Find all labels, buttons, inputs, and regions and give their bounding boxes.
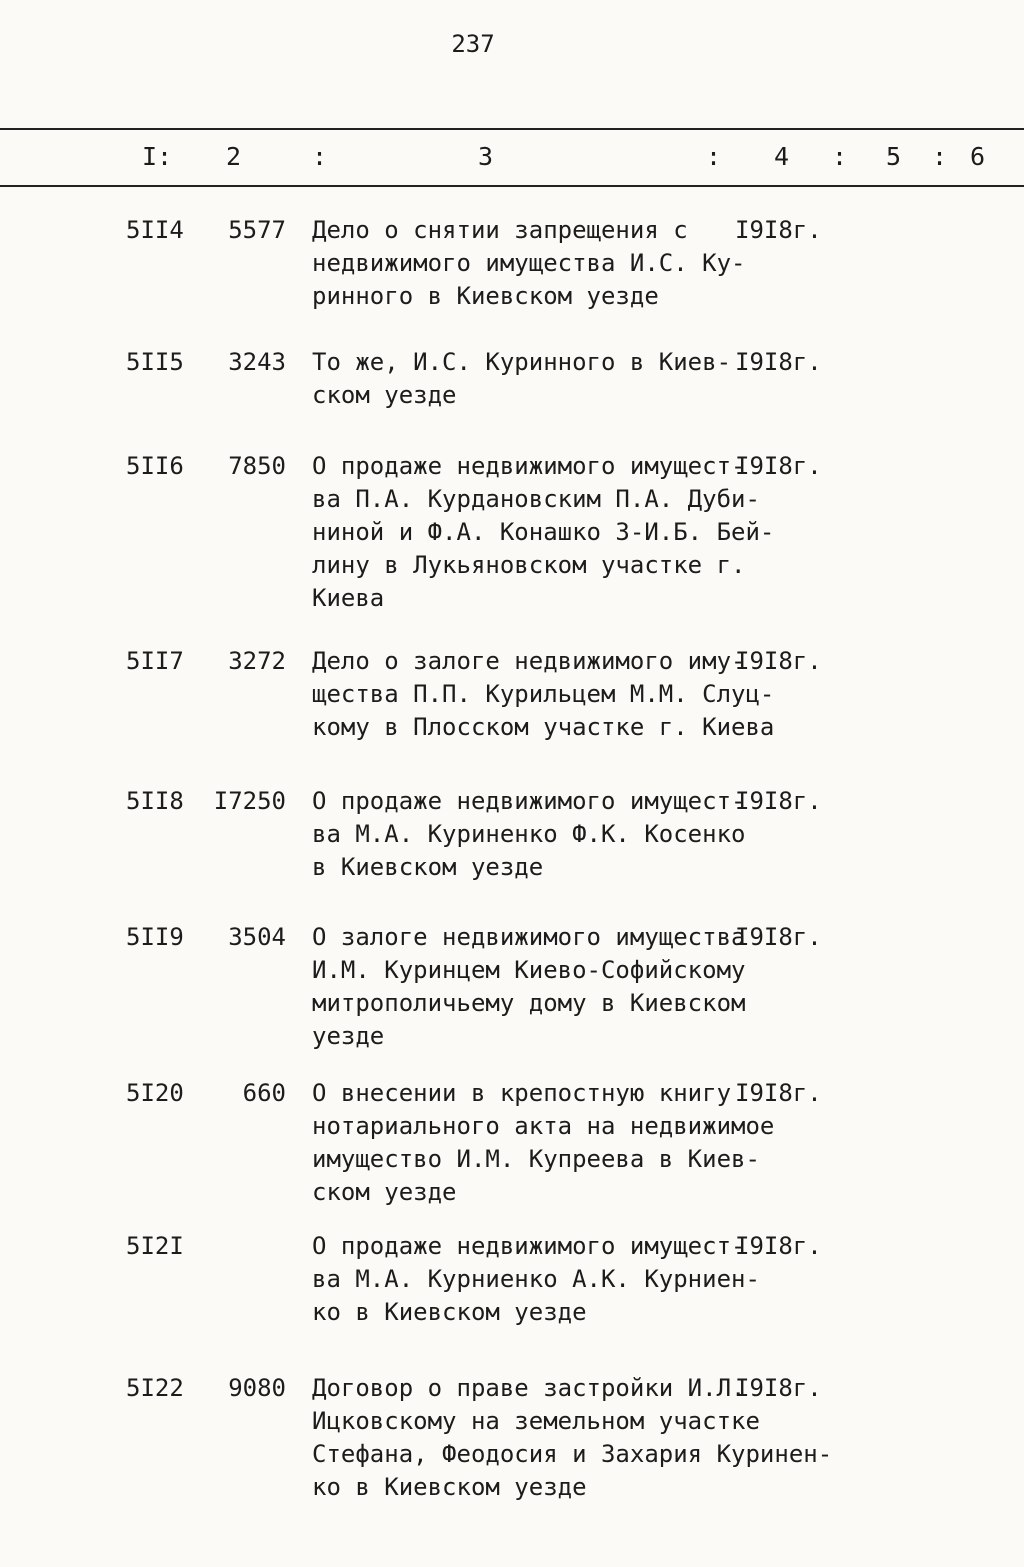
description-line: ва М.А. Куриненко Ф.К. Косенко [312, 820, 746, 848]
column-separator: : [706, 142, 722, 171]
entry-item-number: 3243 [228, 348, 286, 376]
column-header-3: 3 [478, 142, 494, 171]
description-line: ва М.А. Курниенко А.К. Курниен- [312, 1265, 760, 1293]
description-line: ко в Киевском уезде [312, 1473, 587, 1501]
description-line: То же, И.С. Куринного в Киев- [312, 348, 732, 376]
description-line: Стефана, Феодосия и Захария Куринен- [312, 1440, 833, 1468]
entry-year: I9I8г. [735, 452, 822, 480]
column-header-4: 4 [774, 142, 790, 171]
description-line: в Киевском уезде [312, 853, 544, 881]
column-header-5: 5 [886, 142, 902, 171]
entry-number: 5I22 [126, 1374, 184, 1402]
description-line: нотариального акта на недвижимое [312, 1112, 775, 1140]
description-line: О продаже недвижимого имущест- [312, 1232, 746, 1260]
entry-description [312, 214, 746, 313]
entry-item-number: 7850 [228, 452, 286, 480]
description-line: недвижимого имущества И.С. Ку- [312, 249, 746, 277]
entry-item-number: I7250 [213, 787, 286, 815]
description-line: ко в Киевском уезде [312, 1298, 587, 1326]
entry-year: I9I8г. [735, 348, 822, 376]
entry-description [312, 1230, 760, 1329]
description-line: И.М. Куринцем Киево-Софийскому [312, 956, 746, 984]
page-number: 237 [451, 30, 495, 58]
description-line: Договор о праве застройки И.Л. [312, 1374, 746, 1402]
entry-item-number: 5577 [228, 216, 286, 244]
description-line: ском уезде [312, 381, 457, 409]
column-header-6: 6 [970, 142, 986, 171]
entry-year: I9I8г. [735, 923, 822, 951]
entry-year: I9I8г. [735, 1374, 822, 1402]
entry-year: I9I8г. [735, 647, 822, 675]
entry-item-number: 660 [242, 1079, 286, 1107]
entry-item-number: 3504 [228, 923, 286, 951]
description-line: О продаже недвижимого имущест- [312, 452, 746, 480]
description-line: имущество И.М. Купреева в Киев- [312, 1145, 760, 1173]
description-line: О продаже недвижимого имущест- [312, 787, 746, 815]
entry-description [312, 785, 746, 884]
description-line: кому в Плосском участке г. Киева [312, 713, 775, 741]
description-line: ва П.А. Курдановским П.А. Дуби- [312, 485, 760, 513]
entry-number: 5II8 [126, 787, 184, 815]
entry-number: 5II7 [126, 647, 184, 675]
description-line: Дело о залоге недвижимого иму- [312, 647, 746, 675]
entry-year: I9I8г. [735, 216, 822, 244]
entry-description [312, 645, 775, 744]
description-line: уезде [312, 1022, 385, 1050]
entry-year: I9I8г. [735, 787, 822, 815]
entry-description [312, 921, 746, 1053]
entry-description [312, 1077, 775, 1209]
entry-number: 5I20 [126, 1079, 184, 1107]
description-line: ринного в Киевском уезде [312, 282, 659, 310]
entry-description [312, 346, 732, 412]
column-separator: : [832, 142, 848, 171]
entry-item-number: 3272 [228, 647, 286, 675]
entry-description [312, 450, 775, 615]
header-top-rule [0, 128, 1024, 130]
description-line: ском уезде [312, 1178, 457, 1206]
entry-number: 5II4 [126, 216, 184, 244]
entry-number: 5II9 [126, 923, 184, 951]
description-line: Ицковскому на земельном участке [312, 1407, 760, 1435]
description-line: щества П.П. Курильцем М.М. Слуц- [312, 680, 775, 708]
description-line: митрополичьему дому в Киевском [312, 989, 746, 1017]
entry-number: 5II6 [126, 452, 184, 480]
entry-number: 5I2I [126, 1232, 184, 1260]
column-separator: : [932, 142, 948, 171]
column-separator: : [312, 142, 328, 171]
description-line: Киева [312, 584, 385, 612]
description-line: О внесении в крепостную книгу [312, 1079, 732, 1107]
entry-item-number: 9080 [228, 1374, 286, 1402]
column-header-row [0, 142, 1024, 178]
entry-number: 5II5 [126, 348, 184, 376]
description-line: Дело о снятии запрещения с [312, 216, 688, 244]
description-line: лину в Лукьяновском участке г. [312, 551, 746, 579]
description-line: ниной и Ф.А. Конашко З-И.Б. Бей- [312, 518, 775, 546]
entry-year: I9I8г. [735, 1232, 822, 1260]
column-header-2: 2 [226, 142, 242, 171]
column-header-1: I: [142, 142, 173, 171]
header-bottom-rule [0, 185, 1024, 187]
description-line: О залоге недвижимого имущества [312, 923, 746, 951]
entry-year: I9I8г. [735, 1079, 822, 1107]
